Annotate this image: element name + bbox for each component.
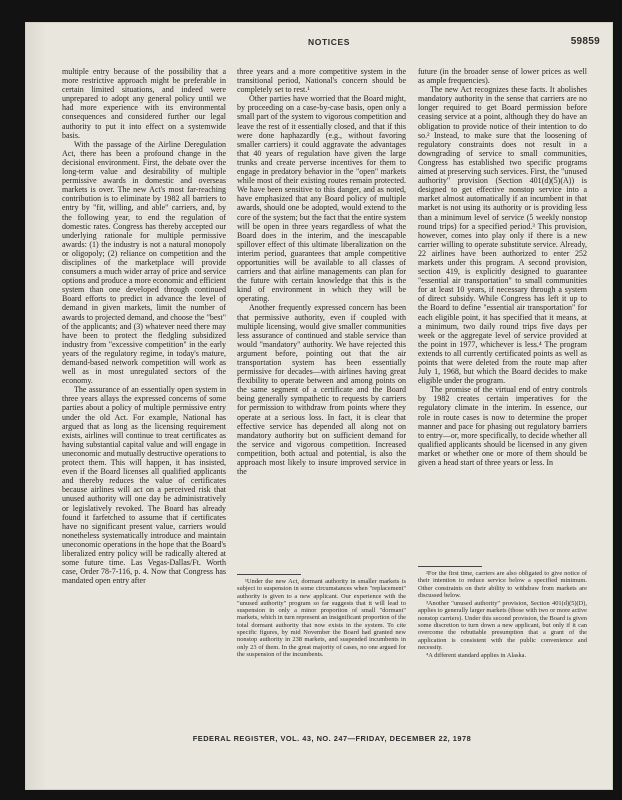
footnote-divider (418, 566, 482, 567)
page-number: 59859 (570, 36, 600, 47)
page-header (58, 37, 600, 49)
footnotes-column-2 (237, 574, 406, 720)
paragraph: The assurance of an essentially open system in three years allays the expressed concerns of some parties about a policy of multiple permissive entry under the old Act. For example, National has argued that as long as the licensing requirement exists, airlines will continue to treat certificates as having substantial capital value and will engage in uneconomic and mutually destructive operations to protect them. This will happen, it has insisted, even if the Board licenses all qualified applicants and thereby reduces the value of certificates because airlines will act on a perceived risk that unused authority will one day be administratively or legislatively revoked. The Board has already found it farfetched to assume that if certificates have no significant present value, carriers would nonetheless systematically introduce and maintain uneconomic operations in the hope that the Board's liberalized entry policy will be radically altered at some future time. Las Vegas-Dallas/Ft. Worth case, Order 78-7-116, p. 4. Now that Congress has mandated open entry after (62, 385, 226, 586)
footnote: ²For the first time, carriers are also obligated to give notice of their intention to reduce service below a specified minimum. Other constraints on their ability to withdraw from markets are discussed below. (418, 570, 587, 599)
column-3-body (418, 67, 587, 562)
footnote: ⁴A different standard applies in Alaska. (426, 652, 527, 660)
paragraph: Other parties have worried that the Board might, by proceeding on a case-by-case basis, open only a small part of the system to vigorous competition and leave the rest of it essentially closed, and that if this were done haphazardly (e.g., without favoring smaller carriers) it could aggravate the advantages that 40 years of regulation have given the large trunks and create perverse incentives for them to engage in predatory behavior in the "open" markets while most of their existing routes remain protected. We have been sensitive to this danger, and as noted, have emphasized that any Board policy of multiple awards, should one be adopted, would extend to the core of the system; but the fact that the entire system will be open in three years regardless of what the Board does in the interim, and the inescapable spillover effect of this ultimate liberalization on the interim period, guarantees that ample competitive opportunities will be available to all classes of carriers and that airline managements can plan for the future with certain knowledge that this is the kind of environment in which they will be operating. (237, 94, 406, 304)
page-footer: FEDERAL REGISTER, VOL. 43, NO. 247—FRIDAY, DECEMBER 22, 1978 (192, 734, 472, 743)
footnotes-column-3 (418, 566, 587, 720)
paragraph: multiple entry because of the possibility that a more restrictive approach might be preferable in certain limited situations, and indeed were unprepared to adopt any general policy until we had more experience with its environmental consequences and considered further our legal authority to put it into effect on a systemwide basis. (62, 67, 226, 140)
paragraph: The new Act recognizes these facts. It abolishes mandatory authority in the sense that carriers are no longer required to get Board permission before ceasing service at a point, although they do have an obligation to provide notice of their intention to do so.² Instead, to make sure that the loosening of regulatory constraints does not result in a downgrading of service to small communities, Congress has established two specific programs aimed at preserving such services. First, the "unused authority" provision (Section 401(d)(5)(A)) is designed to get effective nonstop service into a market almost automatically if an incumbent in that market is not using its authority or is providing less than a minimum level of service (5 weekly nonstop round trips) for a specified period.³ This provision, however, comes into play only if there is a new carrier willing to operate substitute service. Already, 22 airlines have been authorized to enter 252 markets under this program. A second provision, section 419, is explicitly designed to guarantee "essential air transportation" to small communities for at least 10 years, if necessary through a system of direct subsidy. While Congress has left it up to the Board to define "essential air transportation" for each eligible point, it has specified that it means, at a minimum, two daily round trips five days per week or the aggregate level of service provided at the point in 1977, whichever is less.⁴ The program extends to all currently certificated points as well as points that were deleted from the route map after July 1, 1968, but which the Board decides to make eligible under the program. (418, 85, 587, 386)
paragraph: With the passage of the Airline Deregulation Act, there has been a profound change in the decisional environment. First, the debate over the long-term value and desirability of multiple permissive awards in domestic and overseas markets is over. The new Act's most far-reaching contribution is to eliminate by 1982 all barriers to entry by "fit, willing, and able" carriers, and, by the following year, to end the regulation of domestic rates. Congress has thereby accepted our underlying rationale for multiple permissive awards: (1) the industry is not a natural monopoly or oligopoly; (2) reliance on competition and the disciplines of the marketplace will provide consumers a much wider array of price and service options and produce a more economic and efficient system than one developed through continued Board efforts to predict in advance the level of demand in given markets, limit the number of awards to projected demand, and choose the "best" of the applicants; and (3) whatever need there may have been to protect the fledgling subsidized industry from "excessive competition" in the early years of the regulatory regime, in today's mature, demand-based network competition will work as well as in most unregulated sectors of the economy. (62, 139, 226, 386)
footnote-divider (237, 574, 301, 575)
paragraph: The promise of the virtual end of entry controls by 1982 creates certain imperatives for the regulatory climate in the interim. In essence, our role in route cases is now to determine the proper manner and pace for phasing out regulatory barriers to entry—or, more specifically, to decide whether all qualified applicants should be licensed in any given market or whether one or more of them should be given a head start of three years or less. In (418, 385, 587, 468)
text-column-2 (237, 67, 406, 720)
text-column-3 (418, 67, 587, 720)
paragraph: future (in the broader sense of lower prices as well as ample frequencies). (418, 67, 587, 86)
paragraph: three years and a more competitive system in the transitional period, National's concern should be completely set to rest.¹ (237, 67, 406, 95)
section-title: NOTICES (308, 37, 350, 47)
column-2-body (237, 67, 406, 570)
footnote: ³Another "unused authority" provision, Section 401(d)(5)(D), applies to generally larger markets (those with two or more active nonstop carriers). Under this second provision, the Board is given some discretion to turn down a new applicant, but only if it can overcome the rebuttable presumption that a grant of the application is consistent with the public convenience and necessity. (418, 600, 587, 651)
text-column-1 (62, 67, 226, 720)
paragraph: Another frequently expressed concern has been that permissive authority, even if coupled with multiple licensing, would give smaller communities less assurance of continued and stable service than would "mandatory" authority. We have rejected this argument before, pointing out that the air transportation system has been essentially permissive for decades—with airlines having great flexibility to operate between and among points on the same segment of a certificate and the Board being generally sympathetic to requests by carriers for permission to withdraw from points where they operate at a serious loss. In fact, it is clear that effective service has depended all along not on mandatory authority but on sufficient demand for the service and vigorous competition. Increased competition, both actual and potential, is also the approach most likely to insure improved service in the (237, 303, 406, 477)
footnote: ¹Under the new Act, dormant authority in smaller markets is subject to suspension in some circumstances when "replacement" authority is given to a new applicant. Our experience with the "unused authority" program so far suggests that it will lead to suspension in only a minor proportion of small "dormant" markets, which in turn represent an insignificant proportion of the total dormant authority that now exists in the system. To cite specific figures, by mid November the Board had granted new nonstop authority in 238 markets, and suspended incumbents in only 23 of them. In the great majority of cases, no one argued for the suspension of the incumbents. (237, 578, 406, 658)
